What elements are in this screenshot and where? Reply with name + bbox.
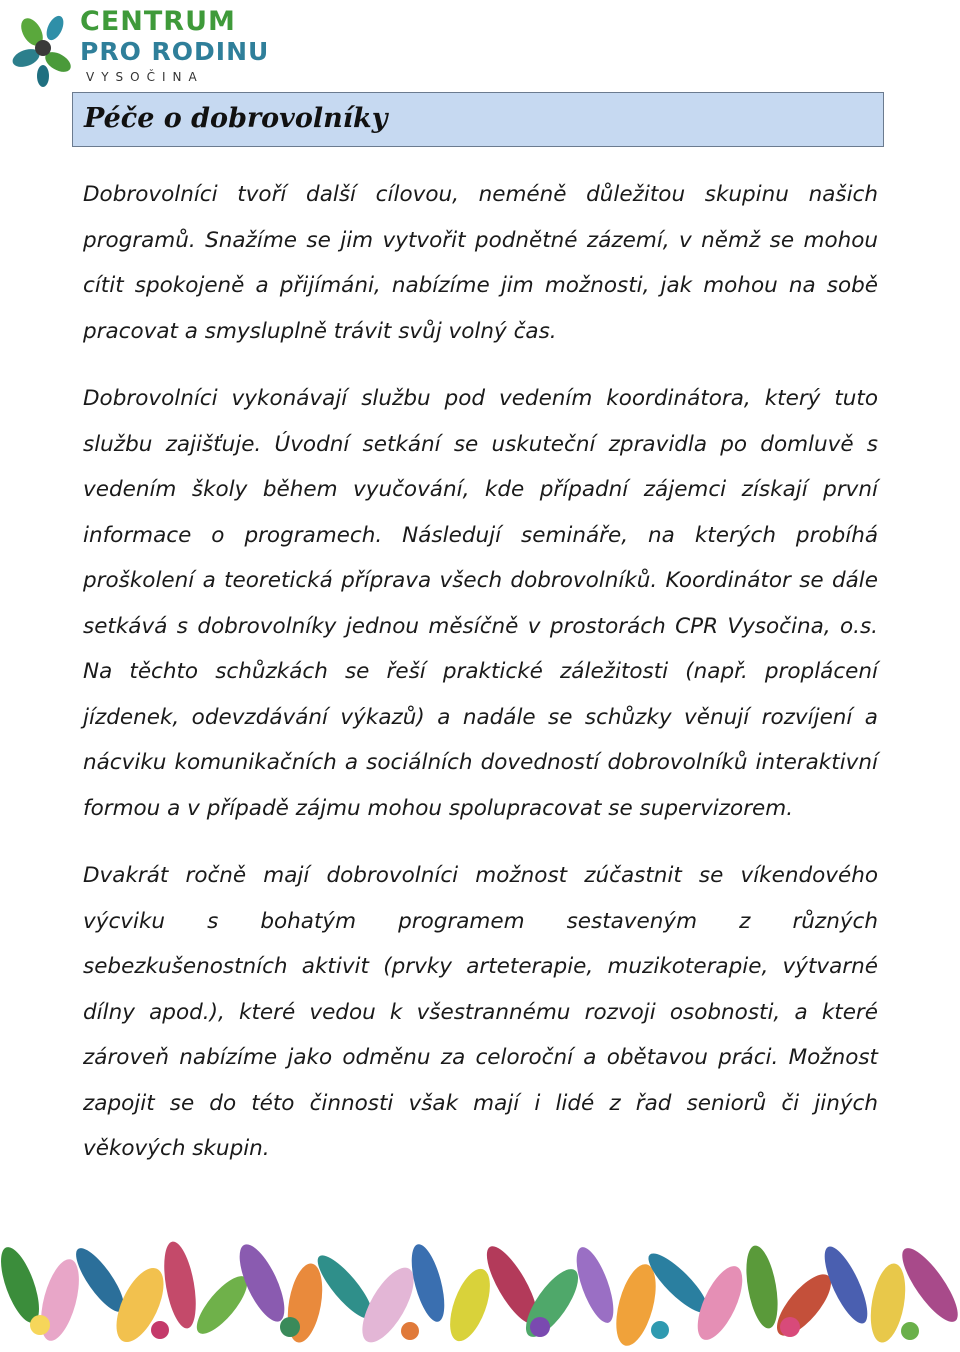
document-body bbox=[83, 172, 878, 1194]
logo bbox=[10, 6, 270, 88]
logo-title-line2: PRO RODINU bbox=[80, 37, 270, 66]
paragraph-1: Dobrovolníci tvoří další cílovou, neméně důležitou skupinu našich programů. Snažíme se jim vytvořit podnětné zázemí, v němž se mohou cítit spokojeně a přijímáni, nabízíme jim možnosti, jak mohou na sobě pracovat a smysluplně trávit svůj volný čas. bbox=[83, 182, 878, 344]
page-title: Péče o dobrovolníky bbox=[84, 103, 388, 134]
logo-title-line3: VYSOČINA bbox=[86, 70, 204, 84]
logo-title-line1: CENTRUM bbox=[80, 6, 236, 37]
decorative-flower-border bbox=[0, 1205, 960, 1352]
paragraph-2: Dobrovolníci vykonávají službu pod vedením koordinátora, který tuto službu zajišťuje. Úvodní setkání se uskuteční zpravidla po domluvě s vedením školy během vyučování, kde případní zájemci získají první informace o programech. Následují semináře, na kterých probíhá proškolení a teoretická příprava všech dobrovolníků. Koordinátor se dále setkává s dobrovolníky jednou měsíčně v prostorách CPR Vysočina, o.s. Na těchto schůzkách se řeší praktické záležitosti (např. proplácení jízdenek, odevzdávání výkazů) a nadále se schůzky věnují rozvíjení a nácviku komunikačních a sociálních dovedností dobrovolníků interaktivní formou a v případě zájmu mohou spolupracovat se supervizorem. bbox=[83, 386, 878, 821]
heading-box bbox=[72, 92, 884, 147]
flower-logo-icon bbox=[10, 10, 80, 90]
flower-petals-group bbox=[0, 1239, 960, 1350]
paragraph-3: Dvakrát ročně mají dobrovolníci možnost zúčastnit se víkendového výcviku s bohatým programem sestaveným z různých sebezkušenostních aktivit (prvky arteterapie, muzikoterapie, výtvarné dílny apod.), které vedou k všestrannému rozvoji osobnosti, a které zároveň nabízíme jako odměnu za celoroční a obětavou práci. Možnost zapojit se do této činnosti však mají i lidé z řad seniorů či jiných věkových skupin. bbox=[83, 863, 878, 1161]
